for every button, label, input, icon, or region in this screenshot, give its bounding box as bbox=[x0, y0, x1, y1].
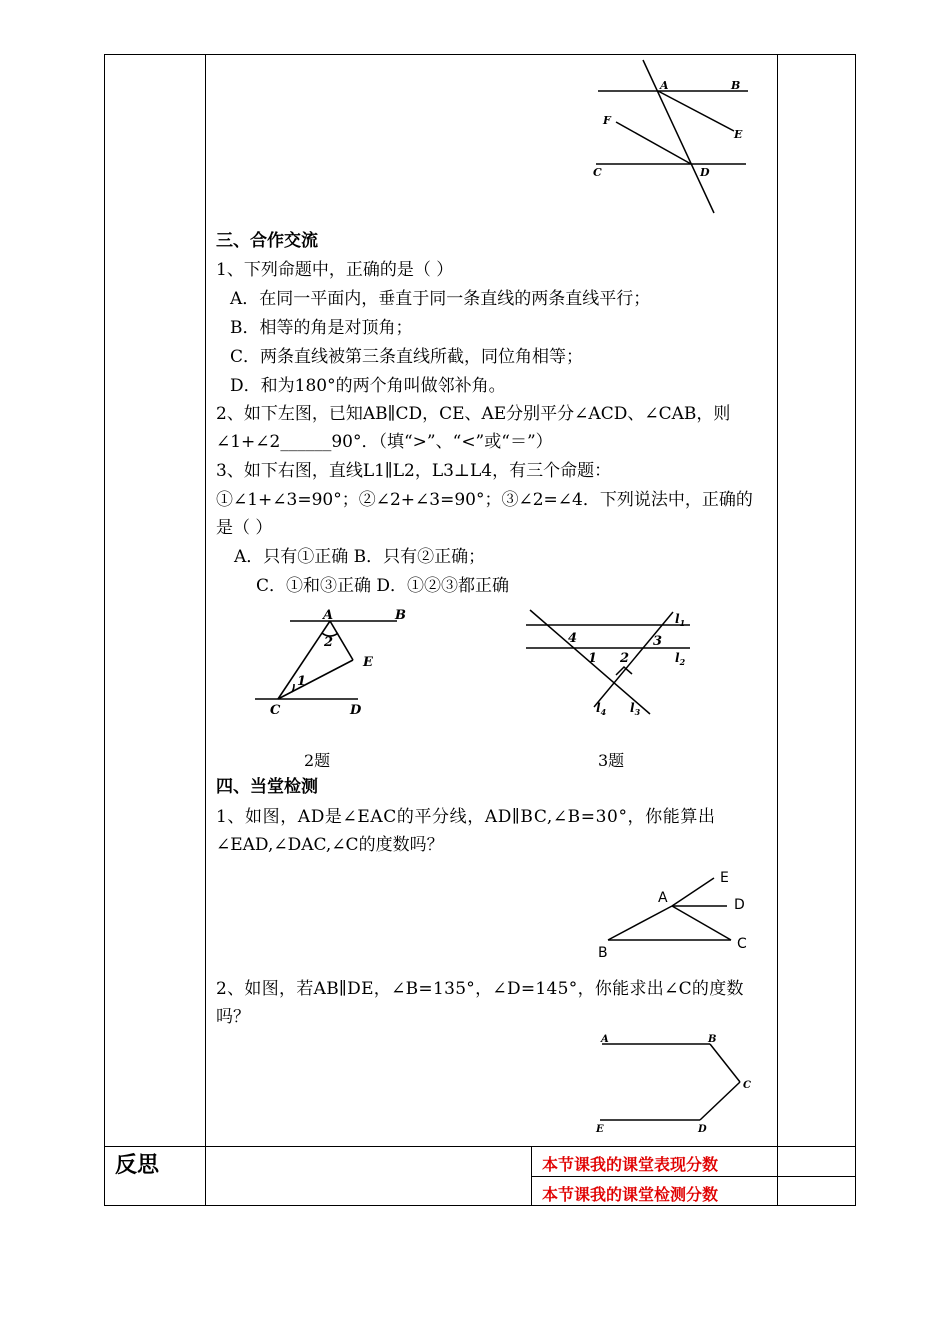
check-q1-line2: ∠EAD,∠DAC,∠C的度数吗？ bbox=[216, 835, 444, 855]
table-divider-col3 bbox=[777, 54, 778, 1206]
label-F: F bbox=[603, 114, 611, 127]
fig3-label-l2: $l_2$ bbox=[675, 651, 686, 667]
fig2-label-C: C bbox=[270, 703, 281, 718]
reflect-label: 反思 bbox=[115, 1153, 160, 1178]
check-q1-line1: 1、如图，AD是∠EAC的平分线，AD∥BC,∠B=30°，你能算出 bbox=[216, 807, 716, 827]
fig2-label-2: 2 bbox=[324, 635, 334, 650]
fig2-label-E: E bbox=[363, 655, 373, 670]
label-D: D bbox=[700, 166, 710, 179]
fig4-label-D: D bbox=[734, 897, 745, 913]
figure-top-parallel-lines bbox=[588, 58, 758, 218]
q3-line2: ①∠1+∠3=90°；②∠2+∠3=90°；③∠2=∠4．下列说法中，正确的 bbox=[216, 490, 753, 510]
check-q2-line1: 2、如图，若AB∥DE，∠B=135°，∠D=145°，你能求出∠C的度数 bbox=[216, 979, 744, 999]
table-border-right bbox=[855, 54, 856, 1206]
label-E: E bbox=[734, 128, 743, 141]
q1-stem: 1、下列命题中，正确的是（ ） bbox=[216, 260, 454, 280]
fig5-label-E: E bbox=[596, 1124, 604, 1135]
figure-check-q2 bbox=[592, 1030, 757, 1136]
fig3-label-l3: $l_3$ bbox=[630, 701, 641, 717]
fig4-label-E: E bbox=[720, 870, 729, 886]
fig3-label-4: 4 bbox=[568, 631, 578, 646]
fig5-label-A: A bbox=[601, 1034, 609, 1045]
fig2-label-1: 1 bbox=[297, 674, 307, 689]
q1-option-d: D．和为180°的两个角叫做邻补角。 bbox=[230, 376, 506, 396]
q3-line3: 是（ ） bbox=[216, 518, 273, 538]
fig3-label-3: 3 bbox=[653, 634, 663, 649]
fig2-label-B: B bbox=[395, 608, 406, 623]
section4-heading: 四、当堂检测 bbox=[216, 777, 318, 797]
fig5-label-C: C bbox=[743, 1080, 751, 1091]
table-divider-col1 bbox=[205, 54, 206, 1206]
caption-q2: 2题 bbox=[304, 751, 331, 770]
q3-options-2: C．①和③正确 D．①②③都正确 bbox=[256, 576, 510, 596]
fig5-label-D: D bbox=[698, 1124, 707, 1135]
table-border-bottom bbox=[104, 1205, 856, 1206]
label-A: A bbox=[660, 79, 669, 92]
fig4-label-A: A bbox=[658, 890, 668, 906]
check-q2-line2: 吗？ bbox=[216, 1007, 250, 1027]
score-test-field[interactable] bbox=[778, 1177, 855, 1205]
q2-line2: ∠1+∠2______90°．（填“>”、“<”或“＝”） bbox=[216, 432, 553, 452]
score-performance-field[interactable] bbox=[778, 1147, 855, 1176]
figure-q3 bbox=[520, 604, 700, 719]
table-border-top bbox=[104, 54, 856, 55]
q3-options-1: A．只有①正确 B．只有②正确； bbox=[234, 547, 486, 567]
fig3-label-2: 2 bbox=[620, 651, 630, 666]
label-C: C bbox=[593, 166, 602, 179]
fig5-label-B: B bbox=[708, 1034, 717, 1045]
figure-check-q1 bbox=[594, 862, 754, 962]
fig4-label-C: C bbox=[737, 936, 747, 952]
fig4-label-B: B bbox=[598, 945, 608, 961]
q3-line1: 3、如下右图，直线L1∥L2，L3⊥L4，有三个命题： bbox=[216, 461, 612, 481]
score-test-label: 本节课我的课堂检测分数 bbox=[542, 1185, 719, 1204]
table-row-divider bbox=[104, 1146, 856, 1147]
fig3-label-l4: $l_4$ bbox=[596, 701, 607, 717]
table-border-left bbox=[104, 54, 105, 1206]
score-performance-label: 本节课我的课堂表现分数 bbox=[542, 1155, 719, 1174]
q1-option-a: A．在同一平面内，垂直于同一条直线的两条直线平行； bbox=[230, 289, 651, 309]
figure-q2 bbox=[250, 604, 420, 719]
fig2-label-D: D bbox=[350, 703, 362, 718]
q1-option-b: B．相等的角是对顶角； bbox=[230, 318, 413, 338]
fig3-label-1: 1 bbox=[588, 651, 598, 666]
caption-q3: 3题 bbox=[598, 751, 625, 770]
fig3-label-l1: $l_1$ bbox=[675, 612, 686, 628]
label-B: B bbox=[731, 79, 741, 92]
q1-option-c: C．两条直线被第三条直线所截，同位角相等； bbox=[230, 347, 584, 367]
q2-line1: 2、如下左图，已知AB∥CD，CE、AE分别平分∠ACD、∠CAB，则 bbox=[216, 404, 731, 424]
section3-heading: 三、合作交流 bbox=[216, 231, 318, 251]
fig2-label-A: A bbox=[323, 608, 334, 623]
